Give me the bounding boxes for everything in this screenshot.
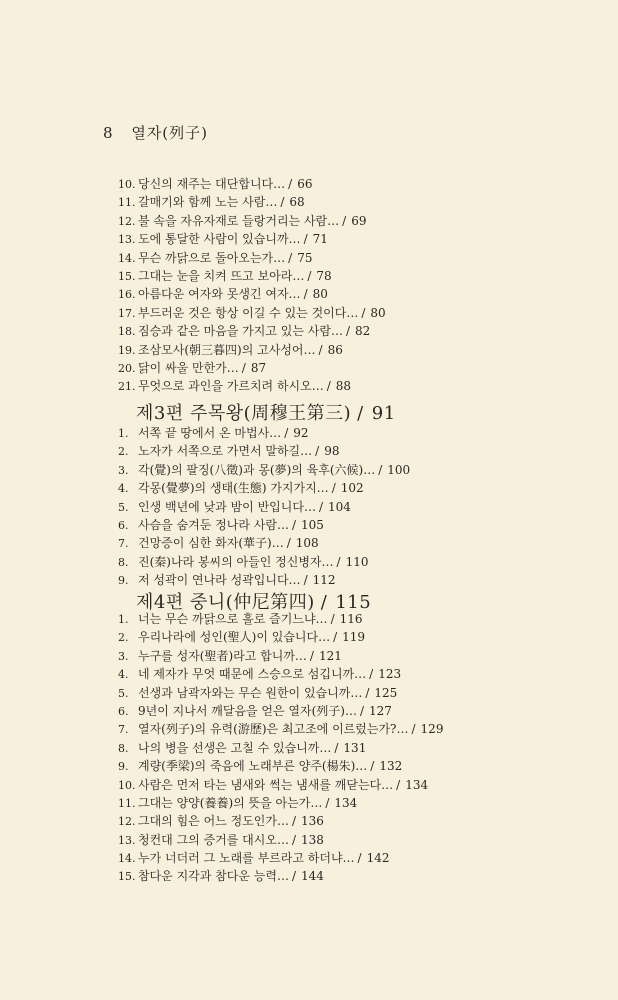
entry-number: 3. [118, 649, 129, 663]
toc-entry [118, 702, 443, 720]
separator-slash: / [241, 360, 246, 375]
entry-number: 2. [118, 445, 129, 459]
entry-title: 불 속을 자유자재로 들랑거리는 사람… [138, 213, 340, 228]
toc-entry [118, 193, 386, 211]
entry-title: 네 제자가 무엇 때문에 스승으로 섬깁니까… [138, 667, 367, 682]
entry-title: 사람은 먼저 타는 냄새와 썩는 냄새를 깨닫는다… [138, 777, 394, 792]
entry-page: 98 [324, 444, 340, 459]
toc-entry [118, 498, 410, 516]
entry-number: 13. [118, 833, 136, 847]
entry-number: 1. [118, 613, 129, 626]
separator-slash: / [286, 536, 291, 551]
entry-title: 무슨 까닭으로 돌아오는가… [138, 250, 286, 265]
entry-title: 사슴을 숨겨둔 정나라 사람… [138, 517, 289, 532]
entry-title: 서쪽 끝 땅에서 온 마법사… [138, 426, 282, 440]
entry-number: 11. [118, 196, 136, 210]
part-3-title: 제3편 주목왕(周穆王第三) [136, 403, 352, 424]
entry-page: 127 [369, 703, 392, 718]
entry-page: 104 [328, 499, 351, 514]
toc-entry [118, 516, 410, 534]
separator-slash: / [336, 554, 341, 569]
entry-number: 19. [118, 343, 136, 357]
toc-entry [118, 739, 443, 757]
entry-title: 인생 백년에 낮과 밤이 반입니다… [138, 499, 316, 514]
toc-entry [118, 359, 386, 377]
separator-slash: / [291, 517, 297, 532]
toc-entry [118, 720, 443, 738]
separator-slash: / [284, 426, 289, 440]
entry-page: 131 [343, 740, 367, 755]
toc-entry [118, 647, 443, 665]
separator-slash: / [365, 685, 370, 700]
separator-slash: / [291, 832, 297, 847]
separator-slash: / [291, 869, 297, 884]
toc-entry [118, 304, 386, 322]
entry-title: 그대는 양양(養養)의 뜻을 아는가… [138, 795, 323, 810]
entry-number: 11. [118, 796, 136, 810]
entry-number: 9. [118, 574, 129, 588]
entry-page: 86 [327, 342, 343, 357]
separator-slash: / [331, 481, 336, 496]
separator-slash: / [334, 740, 339, 755]
part-3-page: 91 [371, 403, 396, 424]
separator-slash: / [303, 287, 308, 302]
entry-number: 5. [118, 500, 129, 514]
separator-slash: / [303, 232, 308, 247]
entry-title: 참다운 지각과 참다운 능력… [138, 869, 289, 884]
entry-page: 71 [312, 232, 328, 247]
toc-entry [118, 757, 443, 775]
separator-slash: / [378, 462, 383, 477]
separator-slash: / [309, 648, 314, 663]
separator-slash: / [280, 195, 285, 210]
entry-number: 12. [118, 815, 136, 829]
separator-slash: / [307, 268, 312, 283]
entry-number: 8. [118, 555, 129, 569]
separator-slash: / [320, 592, 328, 613]
toc-entry [118, 249, 386, 267]
entry-page: 78 [316, 268, 332, 283]
separator-slash: / [315, 444, 320, 459]
entry-number: 2. [118, 631, 129, 645]
entry-number: 12. [118, 214, 136, 228]
entry-page: 134 [334, 795, 358, 810]
entry-page: 100 [387, 462, 411, 477]
entry-number: 18. [118, 325, 136, 339]
separator-slash: / [411, 722, 416, 737]
entry-page: 110 [345, 554, 369, 569]
entry-number: 10. [118, 178, 136, 191]
toc-entry [118, 553, 410, 571]
entry-title: 우리나라에 성인(聖人)이 있습니다… [138, 630, 331, 645]
running-title: 열자(列子) [131, 124, 209, 142]
entry-page: 68 [289, 195, 305, 210]
entry-page: 92 [293, 426, 309, 440]
toc-entry [118, 812, 443, 830]
toc-section-4 [118, 610, 443, 886]
entry-page: 129 [420, 722, 444, 737]
entry-page: 134 [405, 777, 429, 792]
entry-number: 1. [118, 427, 129, 440]
toc-entry [118, 867, 443, 885]
entry-number: 6. [118, 704, 129, 718]
entry-title: 갈매기와 함께 노는 사람… [138, 195, 278, 210]
entry-title: 당신의 재주는 대단합니다… [138, 177, 286, 191]
entry-title: 도에 통달한 사람이 있습니까… [138, 232, 301, 247]
entry-number: 17. [118, 306, 136, 320]
running-header [103, 122, 208, 143]
toc-entry [118, 534, 410, 552]
entry-number: 7. [118, 537, 129, 551]
separator-slash: / [291, 814, 297, 829]
entry-number: 3. [118, 463, 129, 477]
toc-entry [118, 628, 443, 646]
toc-entry [118, 794, 443, 812]
toc-section-2 [118, 175, 386, 396]
entry-number: 5. [118, 686, 129, 700]
separator-slash: / [288, 177, 293, 191]
entry-title: 그대는 눈을 치켜 뜨고 보아라… [138, 268, 305, 283]
separator-slash: / [288, 250, 293, 265]
entry-title: 누가 너더러 그 노래를 부르라고 하더냐… [138, 851, 355, 866]
toc-entry [118, 665, 443, 683]
entry-title: 나의 병을 선생은 고칠 수 있습니까… [138, 740, 332, 755]
entry-title: 누구를 성자(聖者)라고 합니까… [138, 648, 307, 663]
entry-number: 6. [118, 518, 129, 532]
entry-page: 108 [295, 536, 319, 551]
entry-title: 진(秦)나라 봉씨의 아들인 정신병자… [138, 554, 334, 569]
entry-number: 14. [118, 251, 136, 265]
separator-slash: / [333, 630, 338, 645]
entry-page: 121 [318, 648, 342, 663]
toc-section-3 [118, 424, 410, 590]
entry-page: 102 [340, 481, 364, 496]
entry-title: 아름다운 여자와 못생긴 여자… [138, 287, 301, 302]
toc-entry [118, 776, 443, 794]
separator-slash: / [369, 667, 374, 682]
entry-page: 142 [366, 851, 390, 866]
entry-title: 부드러운 것은 항상 이길 수 있는 것이다… [138, 305, 359, 320]
entry-page: 75 [297, 250, 313, 265]
separator-slash: / [359, 703, 365, 718]
part-4-title: 제4편 중니(仲尼第四) [136, 592, 315, 613]
separator-slash: / [318, 342, 323, 357]
entry-number: 4. [118, 482, 129, 496]
entry-title: 청컨대 그의 증거를 대시오… [138, 832, 289, 847]
toc-entry [118, 175, 386, 193]
entry-page: 125 [374, 685, 398, 700]
separator-slash: / [345, 324, 351, 339]
entry-number: 8. [118, 741, 129, 755]
entry-title: 무엇으로 과인을 가르치려 하시오… [138, 379, 324, 394]
toc-entry [118, 322, 386, 340]
toc-entry [118, 424, 410, 442]
separator-slash: / [303, 573, 308, 588]
toc-entry [118, 461, 410, 479]
entry-number: 15. [118, 269, 136, 283]
toc-entry [118, 212, 386, 230]
entry-page: 105 [301, 517, 324, 532]
entry-title: 너는 무슨 까닭으로 홀로 즐기느냐… [138, 612, 328, 626]
entry-page: 87 [250, 360, 267, 375]
part-4-page: 115 [335, 592, 372, 613]
entry-page: 123 [378, 667, 402, 682]
entry-number: 21. [118, 380, 136, 394]
entry-title: 조삼모사(朝三暮四)의 고사성어… [138, 342, 316, 357]
entry-title: 저 성곽이 연나라 성곽입니다… [138, 573, 301, 588]
entry-title: 각몽(覺夢)의 생태(生態) 가지가지… [138, 481, 329, 496]
entry-title: 건망증이 심한 화자(華子)… [138, 536, 284, 551]
entry-page: 88 [335, 379, 352, 394]
page-number: 8 [103, 124, 114, 142]
toc-entry [118, 684, 443, 702]
toc-entry [118, 377, 386, 395]
separator-slash: / [357, 403, 364, 424]
entry-title: 노자가 서쪽으로 가면서 말하길… [138, 444, 313, 459]
entry-number: 16. [118, 288, 136, 302]
toc-entry [118, 285, 386, 303]
entry-page: 82 [355, 324, 371, 339]
entry-page: 138 [301, 832, 324, 847]
toc-entry [118, 442, 410, 460]
toc-entry [118, 849, 443, 867]
separator-slash: / [326, 379, 331, 394]
entry-number: 4. [118, 668, 129, 682]
entry-page: 119 [342, 630, 366, 645]
entry-page: 144 [301, 869, 324, 884]
entry-page: 132 [379, 759, 403, 774]
entry-title: 짐승과 같은 마음을 가지고 있는 사람… [138, 324, 343, 339]
separator-slash: / [370, 759, 375, 774]
toc-entry [118, 267, 386, 285]
entry-title: 닭이 싸울 만한가… [138, 360, 239, 375]
entry-title: 그대의 힘은 어느 정도인가… [138, 814, 289, 829]
separator-slash: / [325, 795, 330, 810]
entry-number: 15. [118, 870, 136, 884]
toc-entry [118, 571, 410, 589]
entry-title: 각(覺)의 팔징(八徵)과 몽(夢)의 육후(六候)… [138, 462, 376, 477]
separator-slash: / [318, 499, 324, 514]
entry-page: 116 [339, 612, 363, 626]
separator-slash: / [357, 851, 362, 866]
separator-slash: / [396, 777, 401, 792]
entry-page: 80 [312, 287, 328, 302]
entry-number: 14. [118, 852, 136, 866]
entry-page: 66 [297, 177, 313, 191]
toc-entry [118, 479, 410, 497]
toc-entry [118, 341, 386, 359]
entry-number: 10. [118, 778, 136, 792]
entry-title: 열자(列子)의 유력(游歷)은 최고조에 이르렀는가?… [138, 722, 409, 737]
toc-entry [118, 831, 443, 849]
entry-number: 13. [118, 233, 136, 247]
entry-page: 69 [351, 213, 367, 228]
entry-page: 80 [370, 305, 386, 320]
entry-title: 선생과 남곽자와는 무슨 원한이 있습니까… [138, 685, 363, 700]
entry-title: 계량(季梁)의 죽음에 노래부른 양주(楊朱)… [138, 759, 368, 774]
entry-page: 136 [301, 814, 324, 829]
entry-number: 20. [118, 361, 136, 375]
separator-slash: / [361, 305, 366, 320]
entry-title: 9년이 지나서 깨달음을 얻은 열자(列子)… [138, 703, 357, 718]
entry-number: 7. [118, 723, 129, 737]
entry-number: 9. [118, 760, 129, 774]
separator-slash: / [342, 213, 347, 228]
separator-slash: / [330, 612, 335, 626]
entry-page: 112 [312, 573, 336, 588]
toc-entry [118, 610, 443, 628]
part-3-heading [136, 399, 396, 425]
toc-entry [118, 230, 386, 248]
